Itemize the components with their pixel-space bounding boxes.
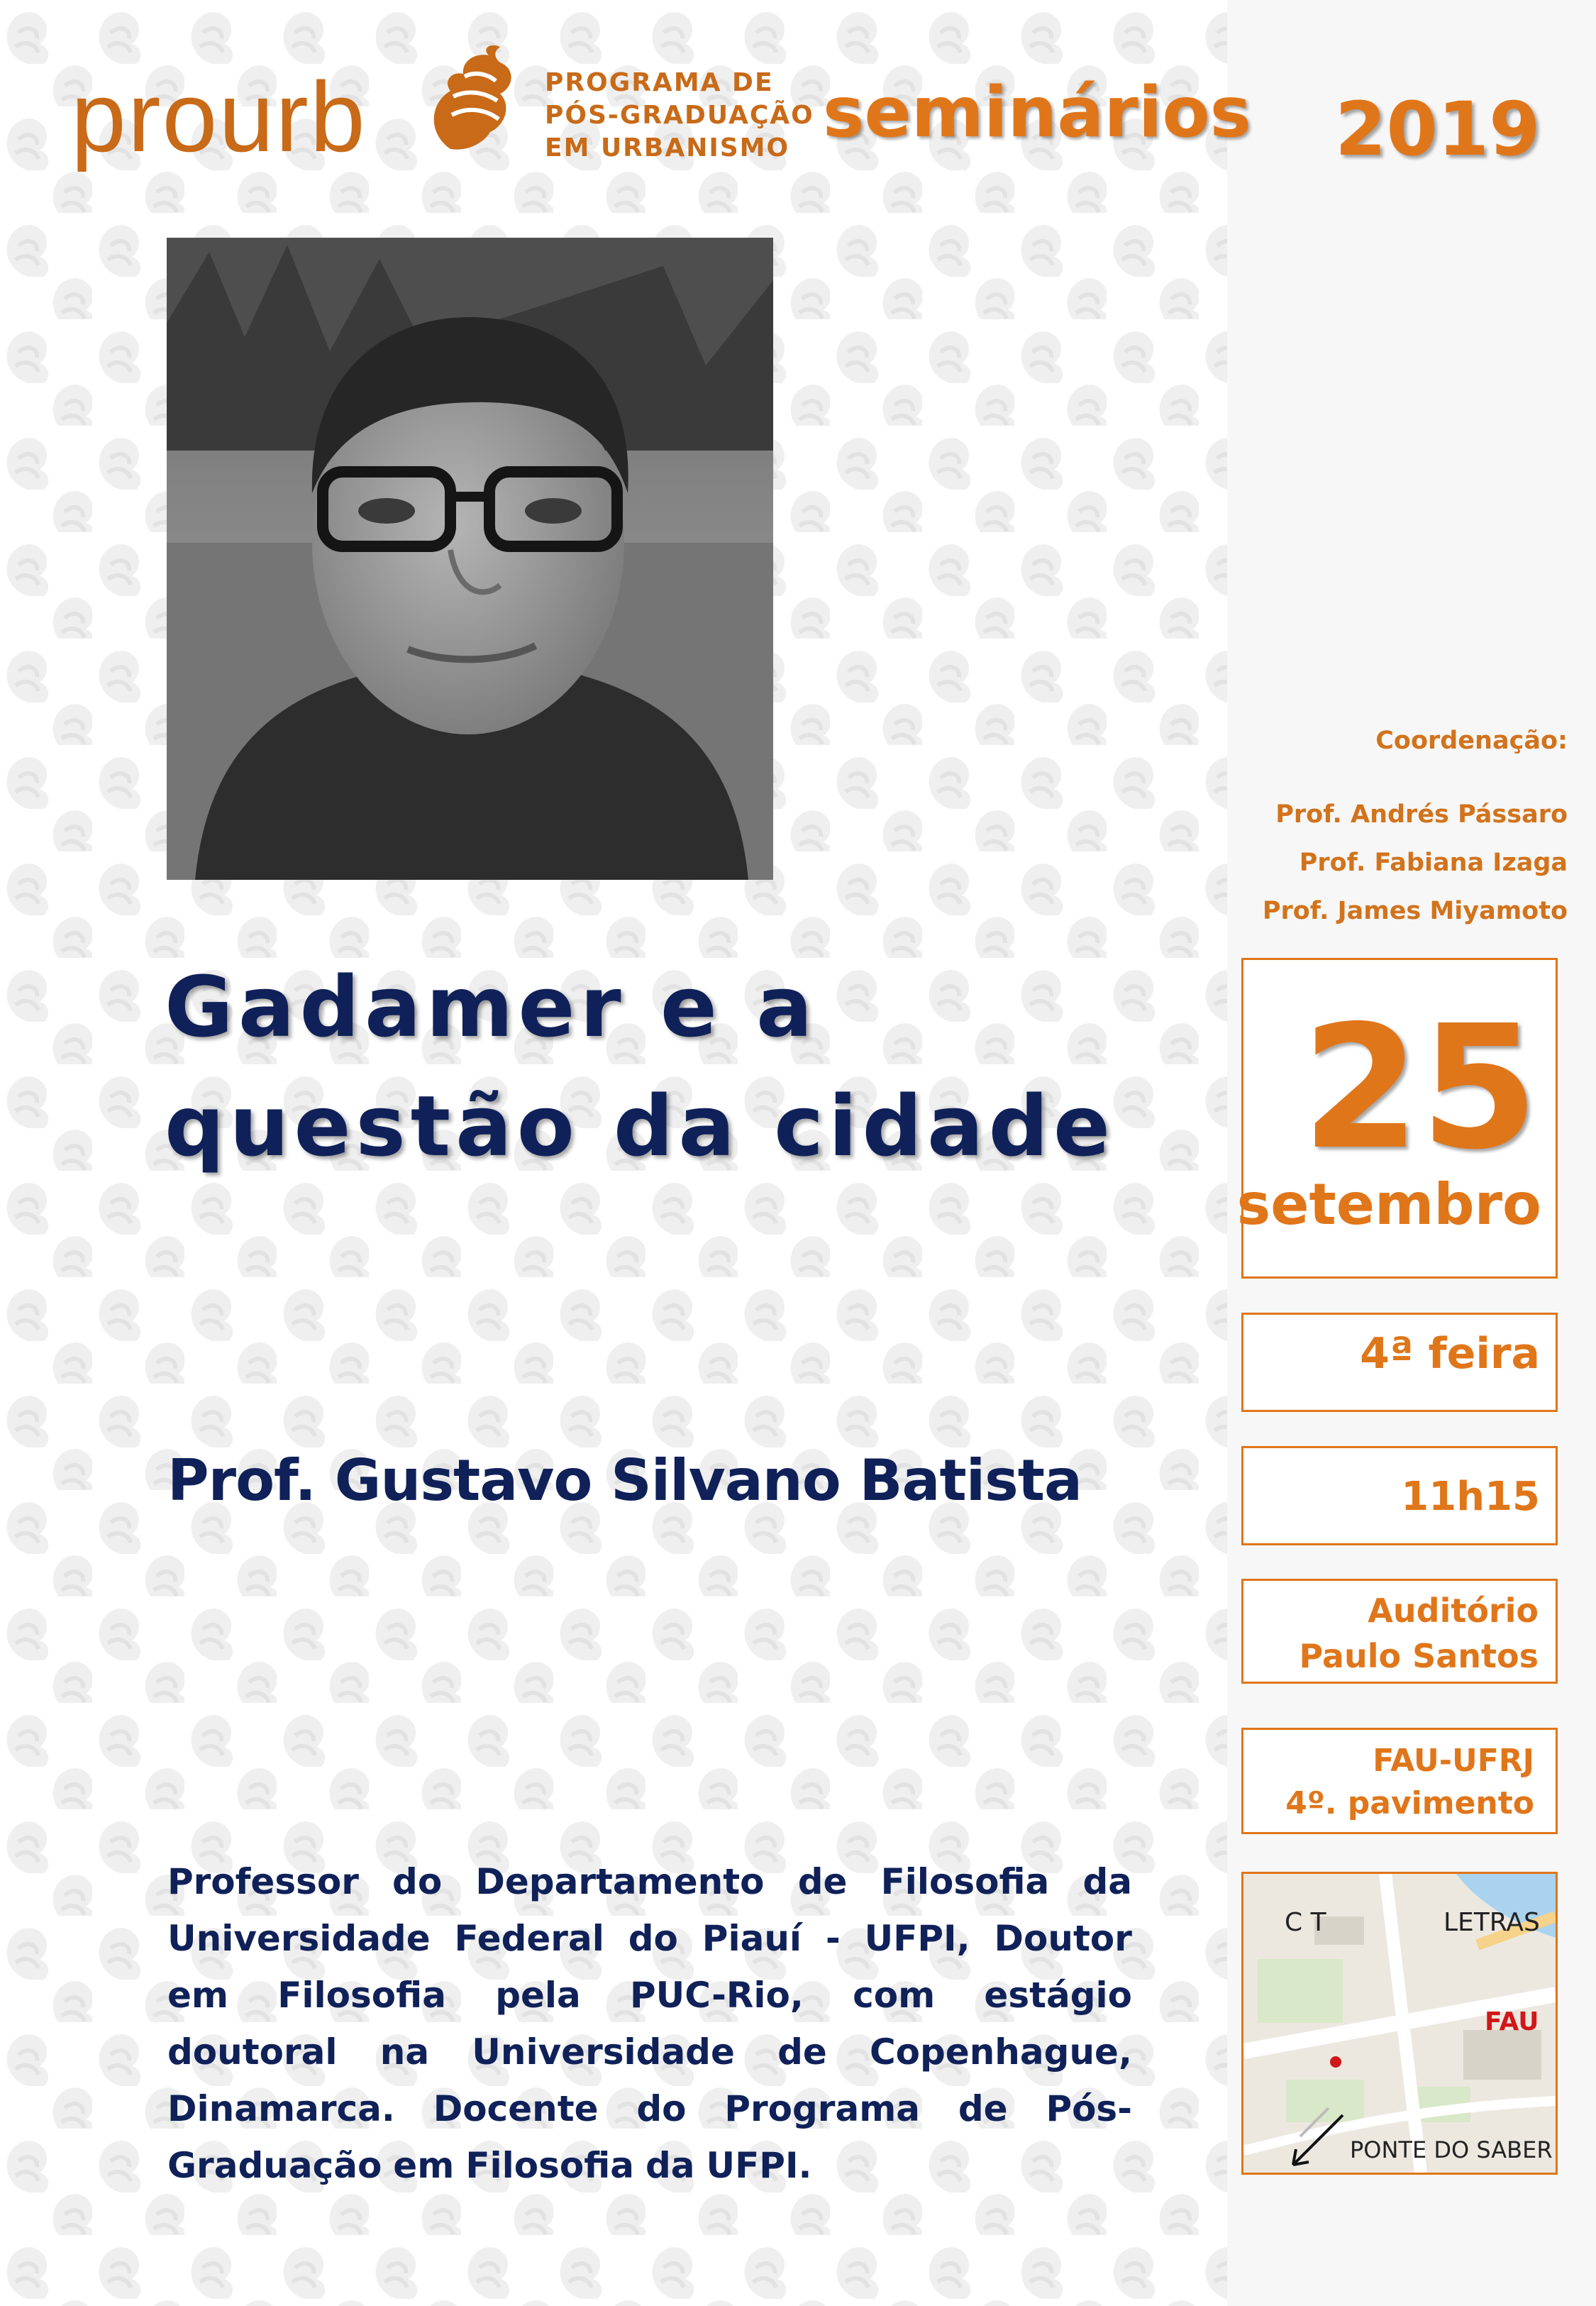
bio-word: Departamento (475, 1861, 765, 1902)
series-title: seminários (823, 72, 1251, 153)
bio-word: Universidade (472, 2031, 735, 2073)
bio-word: em (167, 1975, 229, 2016)
speaker-photo (167, 238, 773, 880)
bio-word: Universidade (167, 1918, 431, 1959)
weekday-box: 4ª feira (1241, 1313, 1558, 1412)
bio-word: do (628, 1918, 678, 1959)
bio-word: - (825, 1918, 841, 1959)
bio-word: UFPI. (706, 2145, 812, 2186)
bio-word: do (392, 1861, 443, 1902)
map-label-ponte: PONTE DO SABER (1350, 2136, 1553, 2163)
map-label-letras: LETRAS (1443, 1908, 1540, 1937)
coordination-block (1263, 717, 1568, 935)
map-label-ct: C T (1285, 1908, 1326, 1937)
bio-line (167, 1853, 1132, 1910)
bio-word: em (393, 2145, 455, 2186)
venue-box (1241, 1579, 1558, 1684)
bio-line (167, 2024, 1132, 2080)
location-line: 4º. pavimento (1285, 1785, 1534, 1821)
event-month: setembro (1236, 1171, 1541, 1237)
bio-word: Filosofia (880, 1861, 1050, 1902)
coordinator-name: Prof. Andrés Pássaro (1275, 800, 1568, 829)
bio-word: Filosofia (277, 1975, 446, 2016)
bio-line (167, 1967, 1132, 2024)
bio-word: Graduação (167, 2145, 382, 2186)
program-line-1: PROGRAMA DE (545, 68, 774, 97)
shell-logo-icon (422, 43, 528, 156)
date-box (1236, 958, 1558, 1279)
bio-word: estágio (984, 1975, 1132, 2016)
program-line-3: EM URBANISMO (545, 133, 790, 162)
bio-line (167, 1910, 1132, 1967)
bio-word: Pós- (1046, 2088, 1132, 2129)
location-map (1241, 1872, 1558, 2175)
bio-word: Piauí (702, 1918, 802, 1959)
bio-word: doutoral (167, 2031, 338, 2073)
bio-line (167, 2080, 1132, 2137)
location-box (1241, 1728, 1558, 1834)
bio-word: de (797, 1861, 848, 1902)
bio-word: de (958, 2088, 1008, 2129)
speaker-name: Prof. Gustavo Silvano Batista (167, 1447, 1082, 1513)
lecture-title-line-2: questão da cidade (165, 1077, 1116, 1175)
bio-word: pela (495, 1975, 581, 2016)
speaker-bio (167, 1853, 1132, 2194)
bio-word: Federal (454, 1918, 604, 1959)
program-line-2: PÓS-GRADUAÇÃO (545, 101, 814, 130)
coordinator-name: Prof. James Miyamoto (1262, 897, 1568, 925)
series-year: 2019 (1335, 86, 1541, 172)
bio-word: Docente (433, 2088, 599, 2129)
map-label-fau: FAU (1485, 2007, 1539, 2036)
bio-word: Professor (167, 1861, 359, 1902)
coordination-heading: Coordenação: (1375, 727, 1568, 755)
venue-line: Auditório (1368, 1591, 1539, 1630)
bio-word: do (636, 2088, 687, 2129)
event-day: 25 (1302, 988, 1539, 1187)
bio-word: da (1082, 1861, 1132, 1902)
bio-word: Filosofia (465, 2145, 635, 2186)
program-name (545, 67, 814, 165)
lecture-title (165, 947, 1158, 1186)
bio-word: com (853, 1975, 936, 2016)
bio-line (167, 2137, 1132, 2194)
bio-word: de (777, 2031, 827, 2073)
bio-word: na (379, 2031, 430, 2073)
bio-word: Programa (724, 2088, 921, 2129)
bio-word: Copenhague, (869, 2031, 1132, 2073)
coordinator-name: Prof. Fabiana Izaga (1299, 849, 1568, 877)
bio-word: Doutor (994, 1918, 1132, 1959)
bio-word: UFPI, (864, 1918, 970, 1959)
location-line: FAU-UFRJ (1373, 1743, 1534, 1779)
bio-word: da (645, 2145, 695, 2186)
venue-line: Paulo Santos (1299, 1637, 1539, 1675)
time-box: 11h15 (1241, 1446, 1558, 1545)
lecture-title-line-1: Gadamer e a (165, 958, 818, 1056)
prourb-logo-text: prourb (71, 61, 367, 172)
bio-word: Dinamarca. (167, 2088, 395, 2129)
bio-word: PUC-Rio, (630, 1975, 804, 2016)
